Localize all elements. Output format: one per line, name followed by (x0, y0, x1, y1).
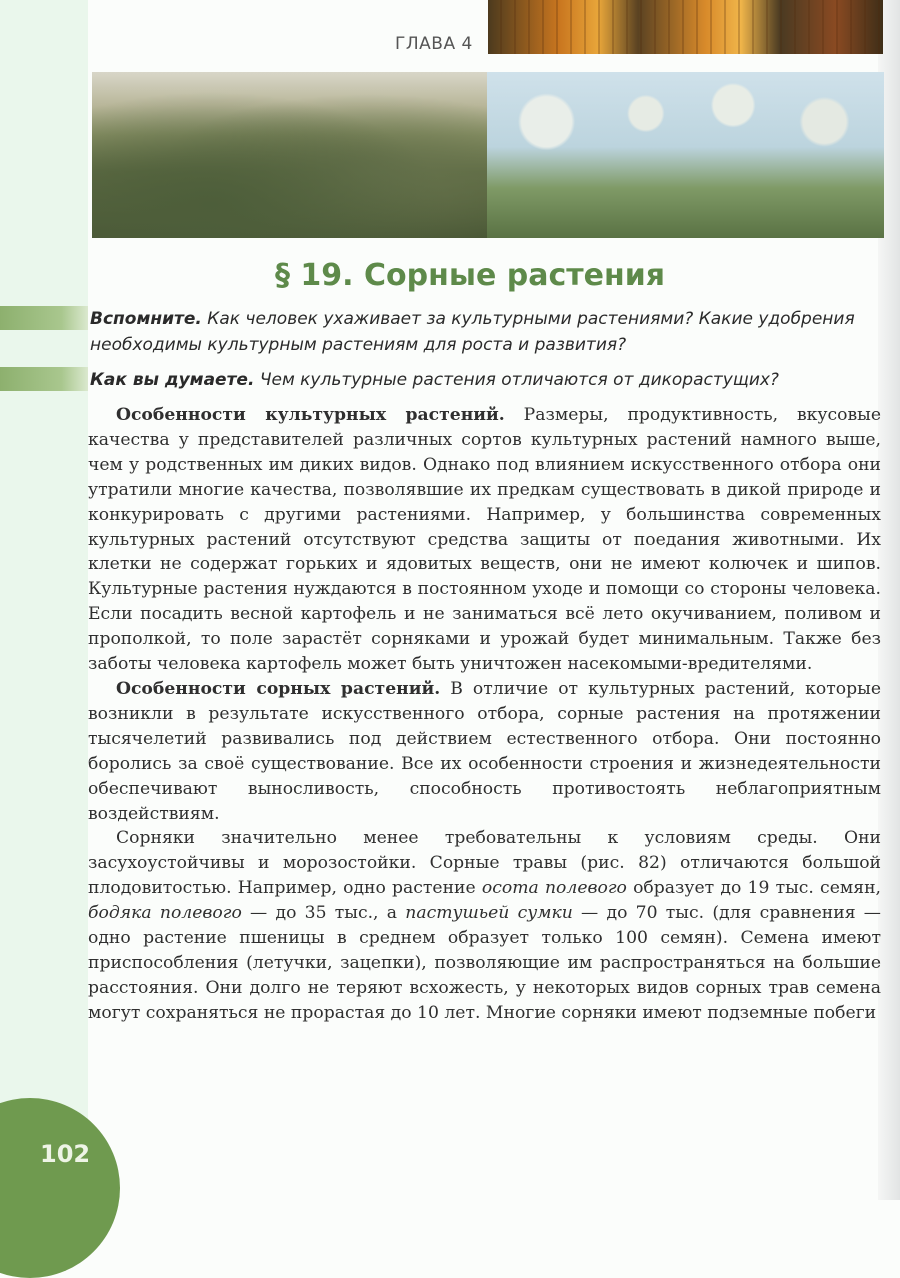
text-segment: — до 70 тыс. (для сравнения — одно растение пшеницы в среднем образует только 100 семян). Семена имеют приспособления (летучки, зацепки), позволяющие им распространяться на большие расстояния. Они долго не теряют всхожесть, у некоторых видов сорных трав семена могут сохраняться не прорастая до 10 лет. Многие сорняки имеют подземные побеги (88, 903, 881, 1023)
weeds-field-photo (92, 72, 487, 238)
prompt-marker-bar (0, 306, 88, 330)
species-name: пастушьей сумки (405, 903, 573, 924)
paragraph-text: В отличие от культурных растений, которые возникли в результате искусственного отбора, сорные растения на протяжении тысячелетий развивались под действием естественного отбора. Они постоянно боролись за своё существование. Все их особенности строения и жизнедеятельности обеспечивают выносливость, способность противостоять неблагоприятным воздействиям. (88, 678, 881, 824)
prompt-think (90, 367, 880, 393)
page-number-circle (0, 1098, 120, 1278)
species-name: бодяка полевого (88, 903, 242, 924)
paragraph-heading: Особенности культурных растений. (116, 405, 505, 425)
paragraph-weeds (88, 677, 881, 826)
paragraph-cultivated (88, 403, 881, 677)
text-segment: образует до 19 тыс. семян, (626, 878, 881, 899)
body-text (88, 403, 881, 1026)
paragraph-text: Размеры, продуктивность, вкусовые качества у представителей различных сортов культурных растений намного выше, чем у родственных им диких видов. Однако под влиянием искусственного отбора они утратили многие качества, позволявшие их предкам существовать в дикой природе и конкурировать с другими растениями. Например, у большинства современных культурных растений отсутствуют средства защиты от поедания животными. Их клетки не содержат горьких и ядовитых веществ, они не имеют колючек и шипов. Культурные растения нуждаются в постоянном уходе и помощи со стороны человека. Если посадить весной картофель и не заниматься всё лето окучиванием, поливом и прополкой, то поле зарастёт сорняками и урожай будет минимальным. Также без заботы человека картофель может быть уничтожен насекомыми-вредителями. (88, 405, 881, 675)
page-number: 102 (40, 1140, 91, 1168)
hogweed-photo (487, 72, 884, 238)
prompt-label: Как вы думаете. (90, 370, 255, 390)
corn-cobs-photo (488, 0, 883, 54)
prompt-text: Как человек ухаживает за культурными растениями? Какие удобрения необходимы культурным растениям для роста и развития? (90, 309, 855, 355)
text-segment: — до 35 тыс., а (241, 903, 406, 924)
prompt-text: Чем культурные растения отличаются от дикорастущих? (254, 370, 779, 390)
species-name: осота полевого (481, 878, 627, 899)
text-segment: Сорняки значительно менее требовательны к условиям среды. Они засухоустойчивы и морозостойки. Сорные травы (рис. 82) отличаются большой плодовитостью. Например, одно растение (88, 828, 881, 899)
section-title: § 19. Сорные растения (274, 258, 666, 293)
prompt-remember (90, 306, 880, 358)
paragraph-heading: Особенности сорных растений. (116, 678, 441, 699)
chapter-label: ГЛАВА 4 (395, 34, 473, 54)
hero-photo-strip (92, 72, 884, 238)
prompt-label: Вспомните. (90, 309, 202, 329)
prompt-marker-bar (0, 367, 88, 391)
paragraph-weed-traits (88, 826, 881, 1025)
left-margin-strip (0, 0, 91, 1200)
